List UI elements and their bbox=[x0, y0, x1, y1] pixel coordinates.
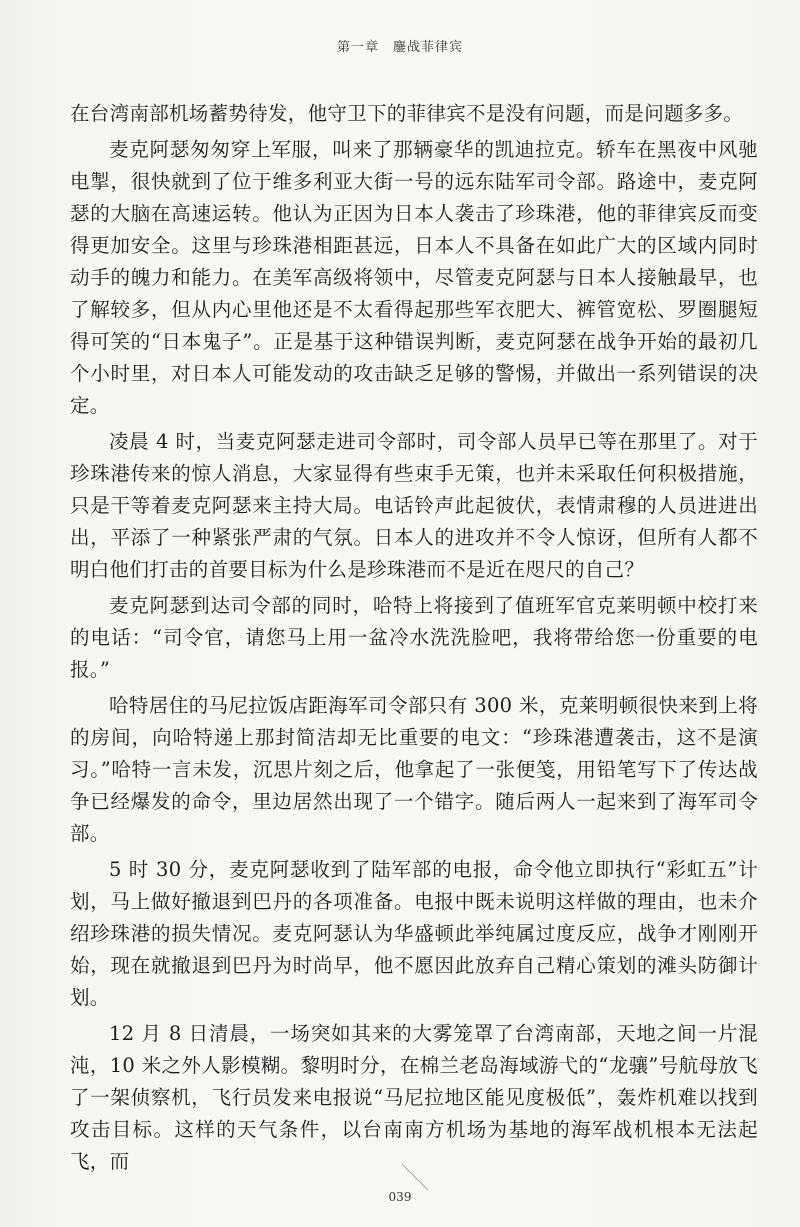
paragraph-4: 麦克阿瑟到达司令部的同时，哈特上将接到了值班军官克莱明顿中校打来的电话：“司令官，请您马上用一盆冷水洗洗脸吧，我将带给您一份重要的电报。” bbox=[70, 594, 758, 681]
paragraph-6: 5 时 30 分，麦克阿瑟收到了陆军部的电报，命令他立即执行“彩虹五”计划，马上做好撤退到巴丹的各项准备。电报中既未说明这样做的理由，也未介绍珍珠港的损失情况。麦克阿瑟认为华盛顿此举纯属过度反应，战争才刚刚开始，现在就撤退到巴丹为时尚早，他不愿因此放弃自己精心策划的滩头防御计划。 bbox=[70, 858, 758, 1009]
paragraph-7: 12 月 8 日清晨，一场突如其来的大雾笼罩了台湾南部，天地之间一片混沌，10 米之外人影模糊。黎明时分，在棉兰老岛海域游弋的“龙骧”号航母放飞了一架侦察机，飞行员发来电报说“马尼拉地区能见度极低”，轰炸机难以找到攻击目标。这样的天气条件，以台南南方机场为基地的海军战机根本无法起飞，而 bbox=[70, 1022, 758, 1173]
paragraph-2: 麦克阿瑟匆匆穿上军服，叫来了那辆豪华的凯迪拉克。轿车在黑夜中风驰电掣，很快就到了位于维多利亚大街一号的远东陆军司令部。路途中，麦克阿瑟的大脑在高速运转。他认为正因为日本人袭击了珍珠港，他的菲律宾反而变得更加安全。这里与珍珠港相距甚远，日本人不具备在如此广大的区域内同时动手的魄力和能力。在美军高级将领中，尽管麦克阿瑟与日本人接触最早，也了解较多，但从内心里他还是不太看得起那些军衣肥大、裤管宽松、罗圈腿短得可笑的“日本鬼子”。正是基于这种错误判断，麦克阿瑟在战争开始的最初几个小时里，对日本人可能发动的攻击缺乏足够的警惕，并做出一系列错误的决定。 bbox=[70, 138, 758, 417]
body-text bbox=[70, 98, 758, 1178]
page-number: 039 bbox=[388, 1190, 412, 1204]
running-head: 第一章 鏖战菲律宾 bbox=[336, 40, 463, 55]
paragraph-5: 哈特居住的马尼拉饭店距海军司令部只有 300 米，克莱明顿很快来到上将的房间，向哈特递上那封简洁却无比重要的电文：“珍珠港遭袭击，这不是演习。”哈特一言未发，沉思片刻之后，他拿起了一张便笺，用铅笔写下了传达战争已经爆发的命令，里边居然出现了一个错字。随后两人一起来到了海军司令部。 bbox=[70, 694, 758, 845]
paragraph-1: 在台湾南部机场蓄势待发，他守卫下的菲律宾不是没有问题，而是问题多多。 bbox=[70, 102, 744, 125]
paragraph-3: 凌晨 4 时，当麦克阿瑟走进司令部时，司令部人员早已等在那里了。对于珍珠港传来的惊人消息，大家显得有些束手无策，也并未采取任何积极措施，只是干等着麦克阿瑟来主持大局。电话铃声此起彼伏，表情肃穆的人员进进出出，平添了一种紧张严肃的气氛。日本人的进攻并不令人惊讶，但所有人都不明白他们打击的首要目标为什么是珍珠港而不是近在咫尺的自己？ bbox=[70, 430, 758, 581]
